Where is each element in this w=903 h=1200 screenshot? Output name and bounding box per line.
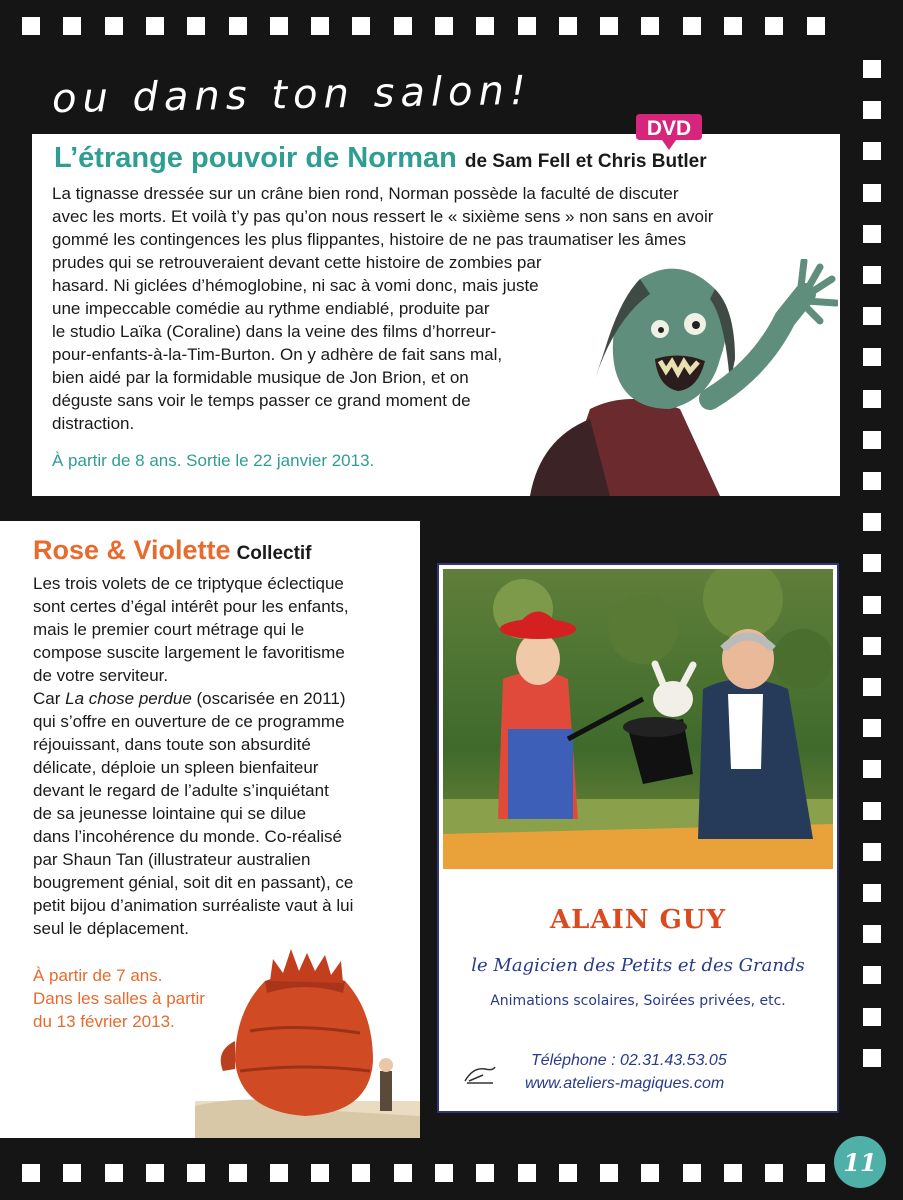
body-line: une impeccable comédie au rythme endiablé, produite par xyxy=(52,299,490,318)
perforation xyxy=(559,17,577,35)
body-line xyxy=(33,917,353,940)
perforation xyxy=(807,1164,825,1182)
text-segment: sont certes d’égal intérêt pour les enfants, xyxy=(33,597,349,616)
advertisement-alain-guy xyxy=(437,563,839,1113)
perforation xyxy=(863,225,881,243)
perforation xyxy=(765,17,783,35)
perforation xyxy=(559,1164,577,1182)
phone-number: Téléphone : 02.31.43.53.05 xyxy=(531,1052,727,1069)
body-line xyxy=(33,825,353,848)
perforation xyxy=(394,17,412,35)
byline: de Sam Fell et Chris Butler xyxy=(464,151,707,172)
text-segment: dans l’incohérence du monde. Co-réalisé xyxy=(33,827,343,846)
magician-photo xyxy=(443,569,833,869)
note-line: du 13 février 2013. xyxy=(33,1012,175,1031)
perforation xyxy=(863,802,881,820)
perforation xyxy=(863,431,881,449)
zombie-illustration xyxy=(520,259,838,496)
perforation xyxy=(863,678,881,696)
text-segment: mais le premier court métrage qui le xyxy=(33,620,305,639)
review-title xyxy=(54,142,707,175)
perforation xyxy=(863,390,881,408)
perforation xyxy=(435,1164,453,1182)
text-segment: bougrement génial, soit dit en passant), ce xyxy=(33,873,354,892)
body-line: avec les morts. Et voilà t’y pas qu’on nous ressert le « sixième sens » non sans en avoir xyxy=(52,207,714,226)
perforation xyxy=(863,719,881,737)
perforation xyxy=(641,17,659,35)
perforation xyxy=(63,1164,81,1182)
dvd-badge-label: DVD xyxy=(646,117,692,140)
perforation xyxy=(863,142,881,160)
byline: Collectif xyxy=(236,543,312,564)
body-line: gommé les contingences les plus flippantes, histoire de ne pas traumatiser les âmes xyxy=(52,230,687,249)
perforation xyxy=(724,1164,742,1182)
perforation xyxy=(863,596,881,614)
perforation xyxy=(270,1164,288,1182)
perforation xyxy=(863,348,881,366)
perforation xyxy=(600,17,618,35)
perforation xyxy=(863,884,881,902)
text-segment: seul le déplacement. xyxy=(33,919,189,938)
perforation xyxy=(863,266,881,284)
perforation xyxy=(863,101,881,119)
body-line: prudes qui se retrouveraient devant cette histoire de zombies par xyxy=(52,253,542,272)
text-segment: La chose perdue xyxy=(65,689,192,708)
body-line xyxy=(33,710,353,733)
perforation xyxy=(187,17,205,35)
perforation xyxy=(863,60,881,78)
magician-logo-icon xyxy=(463,1063,497,1085)
body-line xyxy=(33,756,353,779)
text-segment: compose suscite largement le favoritisme xyxy=(33,643,345,662)
perforation xyxy=(311,17,329,35)
website-link[interactable]: www.ateliers-magiques.com xyxy=(525,1075,725,1092)
perforation xyxy=(352,17,370,35)
perforation xyxy=(229,17,247,35)
perforation xyxy=(863,1008,881,1026)
page-number-badge xyxy=(834,1136,886,1188)
perforation xyxy=(270,17,288,35)
perforation xyxy=(600,1164,618,1182)
title-text: L’étrange pouvoir de Norman xyxy=(54,142,457,174)
perforation xyxy=(863,843,881,861)
text-segment: de sa jeunesse lointaine qui se dilue xyxy=(33,804,307,823)
body-line xyxy=(33,595,353,618)
body-line xyxy=(33,687,353,710)
perforation xyxy=(187,1164,205,1182)
perforation xyxy=(352,1164,370,1182)
body-line: bien aidé par la formidable musique de Jon Brion, et on xyxy=(52,368,469,387)
perforation xyxy=(311,1164,329,1182)
text-segment: devant le regard de l’adulte s’inquiétant xyxy=(33,781,329,800)
perforation xyxy=(683,17,701,35)
perforation xyxy=(641,1164,659,1182)
note-line: À partir de 7 ans. xyxy=(33,966,163,985)
body-line: pour-enfants-à-la-Tim-Burton. On y adhère de fait sans mal, xyxy=(52,345,503,364)
title-text: Rose & Violette xyxy=(33,535,231,565)
perforation xyxy=(22,17,40,35)
perforation xyxy=(105,17,123,35)
perforation xyxy=(863,966,881,984)
body-line: La tignasse dressée sur un crâne bien rond, Norman possède la faculté de discuter xyxy=(52,184,679,203)
text-segment: par Shaun Tan (illustrateur australien xyxy=(33,850,311,869)
body-line xyxy=(33,664,353,687)
body-line xyxy=(33,572,353,595)
body-line xyxy=(33,733,353,756)
magician-name: ALAIN GUY xyxy=(549,905,727,935)
review-rose-violette xyxy=(0,521,420,1138)
review-norman xyxy=(32,117,840,496)
perforation xyxy=(518,17,536,35)
perforation xyxy=(518,1164,536,1182)
text-segment: petit bijou d’animation surréaliste vaut à lui xyxy=(33,896,354,915)
review-body xyxy=(33,572,353,940)
text-segment: de votre serviteur. xyxy=(33,666,169,685)
services-text: Animations scolaires, Soirées privées, etc. xyxy=(490,993,786,1009)
perforation xyxy=(22,1164,40,1182)
perforation xyxy=(863,1049,881,1067)
perforation xyxy=(863,472,881,490)
page-number: 11 xyxy=(843,1148,877,1177)
body-line xyxy=(33,848,353,871)
perforation xyxy=(105,1164,123,1182)
perforation xyxy=(765,1164,783,1182)
perforation xyxy=(807,17,825,35)
page-headline: ou dans ton salon! xyxy=(51,67,533,123)
body-line: le studio Laïka (Coraline) dans la veine des films d’horreur- xyxy=(52,322,497,341)
text-segment: qui s’offre en ouverture de ce programme xyxy=(33,712,345,731)
body-line xyxy=(33,802,353,825)
body-line xyxy=(33,894,353,917)
body-line xyxy=(33,871,353,894)
perforation xyxy=(476,17,494,35)
perforation xyxy=(394,1164,412,1182)
body-line xyxy=(33,779,353,802)
perforation xyxy=(229,1164,247,1182)
body-line: distraction. xyxy=(52,414,135,433)
text-segment: réjouissant, dans toute son absurdité xyxy=(33,735,311,754)
text-segment: Les trois volets de ce triptyque éclectique xyxy=(33,574,344,593)
magician-tagline: le Magicien des Petits et des Grands xyxy=(471,955,805,976)
perforation xyxy=(146,17,164,35)
body-line: déguste sans voir le temps passer ce grand moment de xyxy=(52,391,471,410)
perforation xyxy=(863,184,881,202)
perforation xyxy=(863,925,881,943)
perforation xyxy=(146,1164,164,1182)
perforation xyxy=(435,17,453,35)
release-note xyxy=(33,964,205,1033)
perforation xyxy=(863,760,881,778)
perforation xyxy=(476,1164,494,1182)
perforation xyxy=(863,637,881,655)
text-segment: (oscarisée en 2011) xyxy=(191,689,346,708)
note-line: Dans les salles à partir xyxy=(33,989,205,1008)
perforation xyxy=(863,554,881,572)
release-note: À partir de 8 ans. Sortie le 22 janvier 2013. xyxy=(52,451,375,470)
perforation xyxy=(724,17,742,35)
perforation xyxy=(683,1164,701,1182)
lost-thing-illustration xyxy=(195,941,420,1138)
body-line xyxy=(33,641,353,664)
perforation xyxy=(63,17,81,35)
body-line: hasard. Ni giclées d’hémoglobine, ni sac à vomi donc, mais juste xyxy=(52,276,539,295)
perforation xyxy=(863,307,881,325)
body-line xyxy=(33,618,353,641)
perforation xyxy=(863,513,881,531)
text-segment: délicate, déploie un spleen bienfaiteur xyxy=(33,758,319,777)
text-segment: Car xyxy=(33,689,66,708)
review-title xyxy=(33,535,312,566)
